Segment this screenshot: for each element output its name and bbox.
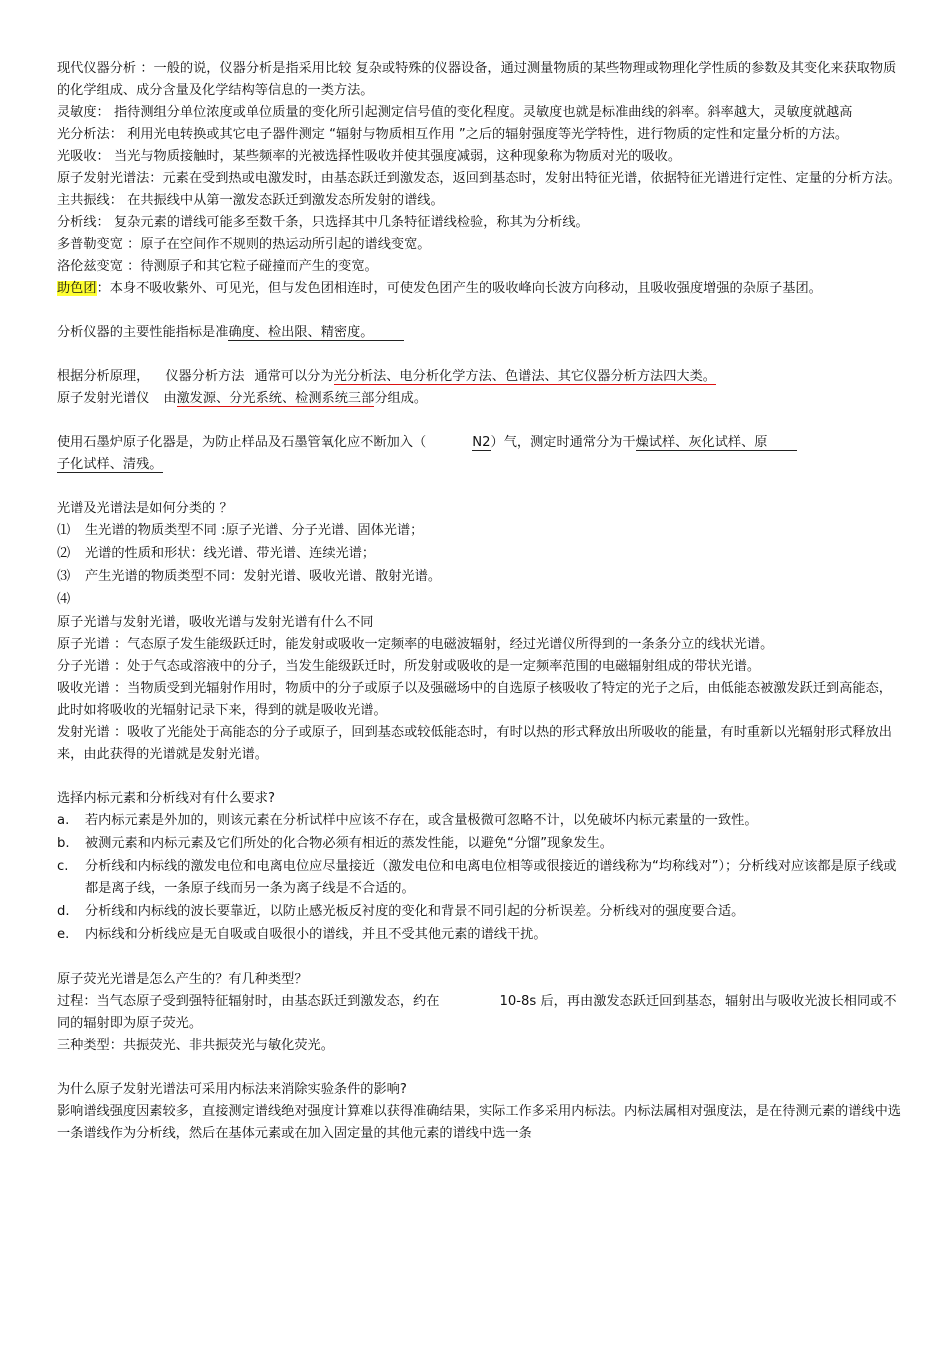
spectrometer-connector: 由 bbox=[163, 391, 177, 406]
definition-resonance-line: 主共振线： 在共振线中从第一激发态跃迁到激发态所发射的谱线。 bbox=[57, 193, 444, 208]
methods-connector: 通常可以分为 bbox=[254, 369, 334, 384]
methods-intro: 根据分析原理， bbox=[57, 369, 150, 384]
spectrometer-underlined: 激发源、分光系统、检测系统三部 bbox=[176, 391, 375, 406]
list-text: 产生光谱的物质类型不同：发射光谱、吸收光谱、散射光谱。 bbox=[85, 569, 442, 584]
list-text: 被测元素和内标元素及它们所处的化合物必须有相近的蒸发性能，以避免“分馏”现象发生。 bbox=[85, 836, 613, 851]
list-marker: d. bbox=[57, 904, 70, 919]
list-item bbox=[57, 589, 902, 611]
spectra-difference-question: 原子光谱与发射光谱，吸收光谱与发射光谱有什么不同 bbox=[57, 615, 374, 630]
graphite-text: 使用石墨炉原子化器是，为防止样品及石墨管氧化应不断加入（ bbox=[57, 435, 427, 450]
analysis-method-categories bbox=[57, 366, 902, 388]
list-text: 分析线和内标线的激发电位和电离电位应尽量接近（激发电位和电离电位相等或很接近的谱线称为“均称线对”）；分析线对应该都是原子线或都是离子线，一条原子线而另一条为离子线是不合适的。 bbox=[85, 859, 897, 896]
performance-indicators bbox=[57, 322, 902, 344]
list-text: 若内标元素是外加的，则该元素在分析试样中应该不存在，或含量极微可忽略不计，以免破坏内标元素量的一致性。 bbox=[85, 813, 758, 828]
list-text: 光谱的性质和形状：线光谱、带光谱、连续光谱； bbox=[85, 546, 376, 561]
list-text: 生光谱的物质类型不同 :原子光谱、分子光谱、固体光谱； bbox=[85, 523, 424, 538]
molecular-spectrum-definition: 分子光谱 ：处于气态或溶液中的分子，当发生能级跃迁时，所发射或吸收的是一定频率范围的电磁辐射组成的带状光谱。 bbox=[57, 659, 761, 674]
graphite-gas: N2 bbox=[472, 435, 491, 450]
list-marker: ⑷ bbox=[57, 592, 71, 607]
indicators-text: 分析仪器的主要性能指标是准 bbox=[57, 325, 229, 340]
list-item bbox=[57, 566, 902, 588]
definition-lorentz-broadening: 洛伦兹变宽 ：待测原子和其它粒子碰撞而产生的变宽。 bbox=[57, 259, 378, 274]
spectrometer-tail: 分组成。 bbox=[374, 391, 428, 406]
list-marker: c. bbox=[57, 859, 69, 874]
fluorescence-time: 10-8s bbox=[499, 994, 537, 1009]
list-marker: e. bbox=[57, 927, 70, 942]
graphite-furnace-note bbox=[57, 432, 902, 476]
list-item bbox=[57, 520, 902, 542]
list-item bbox=[57, 810, 902, 832]
list-item bbox=[57, 924, 902, 946]
graphite-text-2: ）气，测定时通常分为干 bbox=[490, 435, 636, 450]
list-marker: b. bbox=[57, 836, 70, 851]
definition-modern-instrumental-analysis: 现代仪器分析 ：一般的说，仪器分析是指采用比较 复杂或特殊的仪器设备，通过测量物质的某些物理或物理化学性质的参数及其变化来获取物质的化学组成、成分含量及化学结构等信息的一类方法。 bbox=[57, 61, 897, 98]
list-text bbox=[85, 589, 902, 611]
fluorescence-question: 原子荧光光谱是怎么产生的？有几种类型？ bbox=[57, 972, 308, 987]
list-marker: ⑶ bbox=[57, 569, 71, 584]
fluorescence-process-text: 过程：当气态原子受到强特征辐射时，由基态跃迁到激发态，约在 bbox=[57, 994, 440, 1009]
highlighted-term: 助色团 bbox=[57, 281, 97, 296]
emission-spectrometer-components bbox=[57, 388, 902, 410]
list-text: 内标线和分析线应是无自吸或自吸很小的谱线，并且不受其他元素的谱线干扰。 bbox=[85, 927, 547, 942]
list-item bbox=[57, 543, 902, 565]
spectrometer-term: 原子发射光谱仪 bbox=[57, 391, 150, 406]
definition-optical-analysis: 光分析法： 利用光电转换或其它电子器件测定 “辐射与物质相互作用 ”之后的辐射强度等光学特性，进行物质的定性和定量分析的方法。 bbox=[57, 127, 849, 142]
list-marker: ⑴ bbox=[57, 523, 71, 538]
atomic-spectrum-definition: 原子光谱 ：气态原子发生能级跃迁时，能发射或吸收一定频率的电磁波辐射，经过光谱仪所得到的一条条分立的线状光谱。 bbox=[57, 637, 774, 652]
document-body bbox=[57, 58, 902, 1145]
graphite-underlined-2: 子化试样、清残。 bbox=[57, 457, 163, 472]
definition-auxochrome-body: ：本身不吸收紫外、可见光，但与发色团相连时，可使发色团产生的吸收峰向长波方向移动，且吸收强度增强的杂原子基团。 bbox=[96, 281, 822, 296]
fluorescence-types: 三种类型：共振荧光、非共振荧光与敏化荧光。 bbox=[57, 1038, 334, 1053]
methods-term: 仪器分析方法 bbox=[165, 369, 245, 384]
emission-internal-standard-question: 为什么原子发射光谱法可采用内标法来消除实验条件的影响? bbox=[57, 1082, 407, 1097]
definition-sensitivity: 灵敏度： 指待测组分单位浓度或单位质量的变化所引起测定信号值的变化程度。灵敏度也就是标准曲线的斜率。斜率越大，灵敏度就越高 bbox=[57, 105, 853, 120]
fluorescence-process-tail: 后，再由激发态跃迁回到基态，辐射出与吸收光波长相同或不同的辐射即为原子荧光。 bbox=[57, 994, 897, 1031]
emission-internal-standard-answer: 影响谱线强度因素较多，直接测定谱线绝对强度计算难以获得准确结果，实际工作多采用内标法。内标法属相对强度法，是在待测元素的谱线中选一条谱线作为分析线，然后在基体元素或在加入固定量的其他元素的谱线中选一条 bbox=[57, 1104, 901, 1141]
indicators-underlined: 确度、检出限、精密度。 bbox=[228, 325, 403, 341]
definition-light-absorption: 光吸收： 当光与物质接触时，某些频率的光被选择性吸收并使其强度减弱，这种现象称为物质对光的吸收。 bbox=[57, 149, 682, 164]
list-item bbox=[57, 901, 902, 923]
definition-auxochrome bbox=[57, 278, 902, 300]
absorption-spectrum-definition: 吸收光谱 ：当物质受到光辐射作用时，物质中的分子或原子以及强磁场中的自选原子核吸收了特定的光子之后，由低能态被激发跃迁到高能态，此时如将吸收的光辐射记录下来，得到的就是吸收光谱。 bbox=[57, 681, 892, 718]
spectra-classification-question: 光谱及光谱法是如何分类的 ？ bbox=[57, 501, 233, 516]
definition-doppler-broadening: 多普勒变宽 ：原子在空间作不规则的热运动所引起的谱线变宽。 bbox=[57, 237, 431, 252]
list-marker: a. bbox=[57, 813, 70, 828]
list-item bbox=[57, 833, 902, 855]
list-text: 分析线和内标线的波长要靠近，以防止感光板反衬度的变化和背景不同引起的分析误差。分析线对的强度要合适。 bbox=[85, 904, 745, 919]
graphite-underlined-1: 燥试样、灰化试样、原 bbox=[636, 435, 798, 451]
definition-atomic-emission-spectrometry: 原子发射光谱法：元素在受到热或电激发时，由基态跃迁到激发态，返回到基态时，发射出特征光谱，依据特征光谱进行定性、定量的分析方法。 bbox=[57, 171, 901, 186]
emission-spectrum-definition: 发射光谱 ：吸收了光能处于高能态的分子或原子，回到基态或较低能态时，有时以热的形式释放出所吸收的能量，有时重新以光辐射形式释放出来，由此获得的光谱就是发射光谱。 bbox=[57, 725, 892, 762]
list-item bbox=[57, 856, 902, 900]
internal-standard-question: 选择内标元素和分析线对有什么要求? bbox=[57, 791, 275, 806]
methods-underlined: 光分析法、电分析化学方法、色谱法、其它仪器分析方法四大类。 bbox=[333, 369, 716, 384]
fluorescence-process bbox=[57, 991, 902, 1035]
definition-analytical-line: 分析线： 复杂元素的谱线可能多至数千条，只选择其中几条特征谱线检验，称其为分析线。 bbox=[57, 215, 589, 230]
list-marker: ⑵ bbox=[57, 546, 71, 561]
